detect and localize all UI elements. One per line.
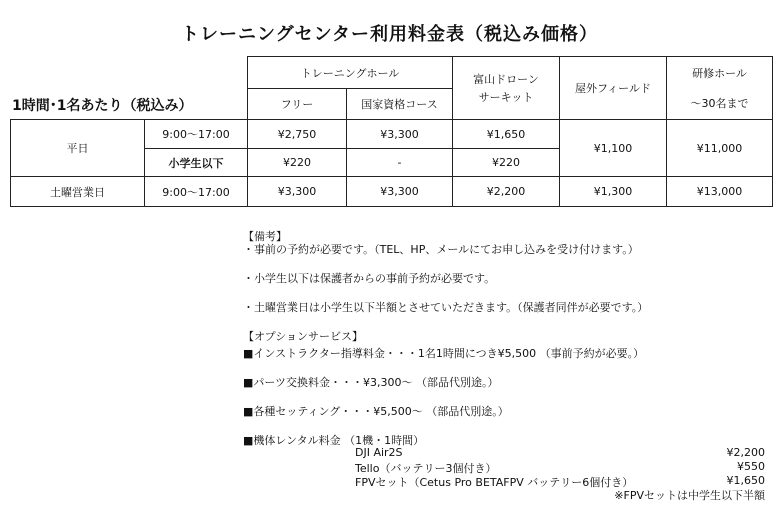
rental-item-name: FPVセット（Cetus Pro BETAFPV バッテリー6個付き）: [355, 476, 634, 489]
weekday-time: 9:00～17:00: [145, 120, 248, 149]
fpv-footnote: ※FPVセットは中学生以下半額: [614, 489, 765, 502]
unit-note: 1時間･1名あたり（税込み）: [12, 98, 193, 114]
weekday-outdoor-price: ¥1,100: [560, 120, 667, 177]
header-kenshu-label: 研修ホール: [692, 67, 747, 80]
header-outdoor: 屋外フィールド: [560, 57, 667, 120]
header-toyama-circuit: [453, 57, 560, 120]
weekday-national-price: ¥3,300: [347, 120, 453, 149]
remark-reservation: ・事前の予約が必要です。（TEL、HP、メールにてお申し込みを受け付けます。）: [243, 243, 639, 256]
remark-child-reservation: ・小学生以下は保護者からの事前予約が必要です。: [243, 272, 496, 285]
child-free-price: ¥220: [248, 149, 347, 177]
options-heading: 【オプションサービス】: [243, 330, 364, 343]
page-title: トレーニングセンター利用料金表（税込み価格）: [181, 24, 598, 45]
weekday-toyama-price: ¥1,650: [453, 120, 560, 149]
remarks-heading: 【備考】: [243, 230, 287, 243]
child-label: 小学生以下: [145, 149, 248, 177]
saturday-time: 9:00～17:00: [145, 177, 248, 207]
option-parts: ■パーツ交換料金・・・¥3,300～ （部品代別途。）: [243, 376, 499, 389]
header-toyama: 富山ドローン: [473, 73, 539, 86]
header-kenshu-capacity: ～30名まで: [690, 97, 749, 110]
rental-item: [355, 446, 765, 459]
header-kenshu: [667, 57, 773, 120]
child-toyama-price: ¥220: [453, 149, 560, 177]
corner-blank: [11, 57, 248, 120]
rental-item-price: ¥1,650: [726, 474, 765, 487]
header-training-hall: トレーニングホール: [248, 57, 453, 89]
saturday-toyama-price: ¥2,200: [453, 177, 560, 207]
saturday-national-price: ¥3,300: [347, 177, 453, 207]
header-national: 国家資格コース: [347, 89, 453, 120]
option-rental: ■機体レンタル料金 （1機・1時間）: [243, 434, 425, 447]
weekday-kenshu-price: ¥11,000: [667, 120, 773, 177]
header-free: フリー: [248, 89, 347, 120]
saturday-free-price: ¥3,300: [248, 177, 347, 207]
remark-saturday-discount: ・土曜営業日は小学生以下半額とさせていただきます。（保護者同伴が必要です。）: [243, 301, 649, 314]
saturday-kenshu-price: ¥13,000: [667, 177, 773, 207]
rental-item-name: DJI Air2S: [355, 446, 403, 459]
rental-item-price: ¥2,200: [726, 446, 765, 459]
rental-item-name: Tello（バッテリー3個付き）: [355, 462, 497, 475]
weekday-free-price: ¥2,750: [248, 120, 347, 149]
row-weekday: 平日: [11, 120, 145, 177]
saturday-outdoor-price: ¥1,300: [560, 177, 667, 207]
option-instructor: ■インストラクター指導料金・・・1名1時間につき¥5,500 （事前予約が必要。）: [243, 347, 645, 360]
row-saturday: 土曜営業日: [11, 177, 145, 207]
child-national-price: -: [347, 149, 453, 177]
rental-item-price: ¥550: [737, 460, 765, 473]
header-circuit: サーキット: [478, 91, 534, 104]
price-table: [10, 56, 773, 207]
option-setting: ■各種セッティング・・・¥5,500～ （部品代別途。）: [243, 405, 509, 418]
